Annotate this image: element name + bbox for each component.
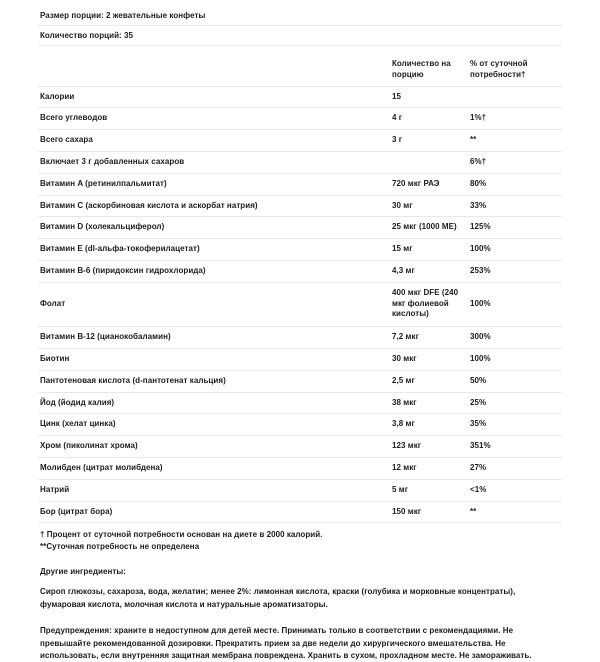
nutrient-daily-value: 80% [468,173,562,195]
footnote-not-established: **Суточная потребность не определена [40,542,200,552]
nutrient-name: Биотин [38,348,390,370]
nutrition-facts-table [38,55,562,523]
nutrient-name: Калории [38,86,390,108]
nutrient-amount: 400 мкг DFE (240 мкг фолиевой кислоты) [390,282,468,326]
header-nutrient-name [38,55,390,86]
table-header-row [38,55,562,86]
nutrient-amount: 25 мкг (1000 МЕ) [390,217,468,239]
table-body [38,86,562,523]
nutrient-daily-value [468,86,562,108]
other-ingredients-heading: Другие ингредиенты: [40,567,126,577]
table-row [38,457,562,479]
table-row [38,86,562,108]
table-header [38,55,562,86]
nutrient-amount: 720 мкг РАЭ [390,173,468,195]
table-row [38,479,562,501]
nutrient-amount: 15 [390,86,468,108]
nutrient-name: Йод (йодид калия) [38,392,390,414]
servings-per-container-row: Количество порций: 35 [38,26,562,46]
nutrient-amount: 4 г [390,108,468,130]
nutrient-amount: 5 мг [390,479,468,501]
serving-size-row: Размер порции: 2 жевательные конфеты [38,6,562,26]
nutrient-daily-value: 1%† [468,108,562,130]
nutrient-daily-value: 25% [468,392,562,414]
nutrient-daily-value: ** [468,130,562,152]
table-row [38,392,562,414]
nutrient-amount: 2,5 мг [390,370,468,392]
nutrient-daily-value: 100% [468,239,562,261]
warnings-text: Предупреждения: храните в недоступном для детей месте. Принимать только в соответствии с рекомендациями. Не превышайте рекомендованной дозировки. Прекратить прием за две недели до хирургического вмешательства. Не использовать, если внутренняя защитная мембрана повреждена. Хранить в сухом, прохладном месте. Не замораживать. [40,626,532,660]
nutrient-daily-value: 100% [468,282,562,326]
nutrient-amount: 150 мкг [390,501,468,523]
table-row [38,501,562,523]
nutrient-daily-value: 351% [468,436,562,458]
nutrient-amount: 7,2 мкг [390,327,468,349]
nutrient-daily-value: 27% [468,457,562,479]
nutrient-name: Фолат [38,282,390,326]
nutrient-amount: 38 мкг [390,392,468,414]
nutrient-name: Всего сахара [38,130,390,152]
other-ingredients-text: Сироп глюкозы, сахароза, вода, желатин; менее 2%: лимонная кислота, краски (голубика и морковные концентраты), фумаровая кислота, молочная кислота и натуральные ароматизаторы. [40,587,516,609]
nutrient-name: Витамин A (ретинилпальмитат) [38,173,390,195]
table-row [38,260,562,282]
nutrient-daily-value: 253% [468,260,562,282]
table-row [38,151,562,173]
nutrient-amount: 123 мкг [390,436,468,458]
header-percent-daily-value: % от суточной потребности† [468,55,562,86]
nutrient-amount: 3,8 мг [390,414,468,436]
nutrient-amount: 30 мг [390,195,468,217]
nutrient-name: Включает 3 г добавленных сахаров [38,151,390,173]
nutrient-daily-value: 100% [468,348,562,370]
table-row [38,173,562,195]
table-row [38,348,562,370]
nutrient-amount: 4,3 мг [390,260,468,282]
nutrient-amount: 15 мг [390,239,468,261]
nutrient-name: Хром (пиколинат хрома) [38,436,390,458]
nutrient-daily-value: 300% [468,327,562,349]
nutrient-daily-value: 125% [468,217,562,239]
warnings-spacer [38,611,562,625]
nutrient-daily-value: ** [468,501,562,523]
table-row [38,327,562,349]
nutrient-amount: 3 г [390,130,468,152]
nutrient-daily-value: <1% [468,479,562,501]
nutrient-name: Витамин B-6 (пиридоксин гидрохлорида) [38,260,390,282]
nutrient-name: Витамин C (аскорбиновая кислота и аскорбат натрия) [38,195,390,217]
table-row [38,195,562,217]
nutrient-name: Натрий [38,479,390,501]
footnotes-block [38,523,562,553]
nutrient-daily-value: 33% [468,195,562,217]
nutrient-name: Пантотеновая кислота (d-пантотенат кальция) [38,370,390,392]
other-ingredients-spacer [38,576,562,586]
table-row [38,239,562,261]
nutrient-name: Молибден (цитрат молибдена) [38,457,390,479]
header-amount-per-serving: Количество на порцию [390,55,468,86]
nutrient-amount [390,151,468,173]
nutrient-name: Бор (цитрат бора) [38,501,390,523]
table-row [38,130,562,152]
nutrient-name: Витамин D (холекальциферол) [38,217,390,239]
table-row [38,414,562,436]
nutrient-daily-value: 6%† [468,151,562,173]
table-row [38,282,562,326]
nutrient-amount: 12 мкг [390,457,468,479]
nutrient-daily-value: 35% [468,414,562,436]
nutrient-daily-value: 50% [468,370,562,392]
table-row [38,436,562,458]
nutrient-name: Витамин E (dl-альфа-токоферилацетат) [38,239,390,261]
table-row [38,217,562,239]
nutrient-amount: 30 мкг [390,348,468,370]
footnote-daily-value: † Процент от суточной потребности основан на диете в 2000 калорий. [40,530,323,540]
footnote-spacer [38,553,562,567]
nutrient-name: Цинк (хелат цинка) [38,414,390,436]
serving-spacer [38,46,562,55]
nutrient-name: Витамин B-12 (цианокобаламин) [38,327,390,349]
nutrient-name: Всего углеводов [38,108,390,130]
table-row [38,108,562,130]
table-row [38,370,562,392]
